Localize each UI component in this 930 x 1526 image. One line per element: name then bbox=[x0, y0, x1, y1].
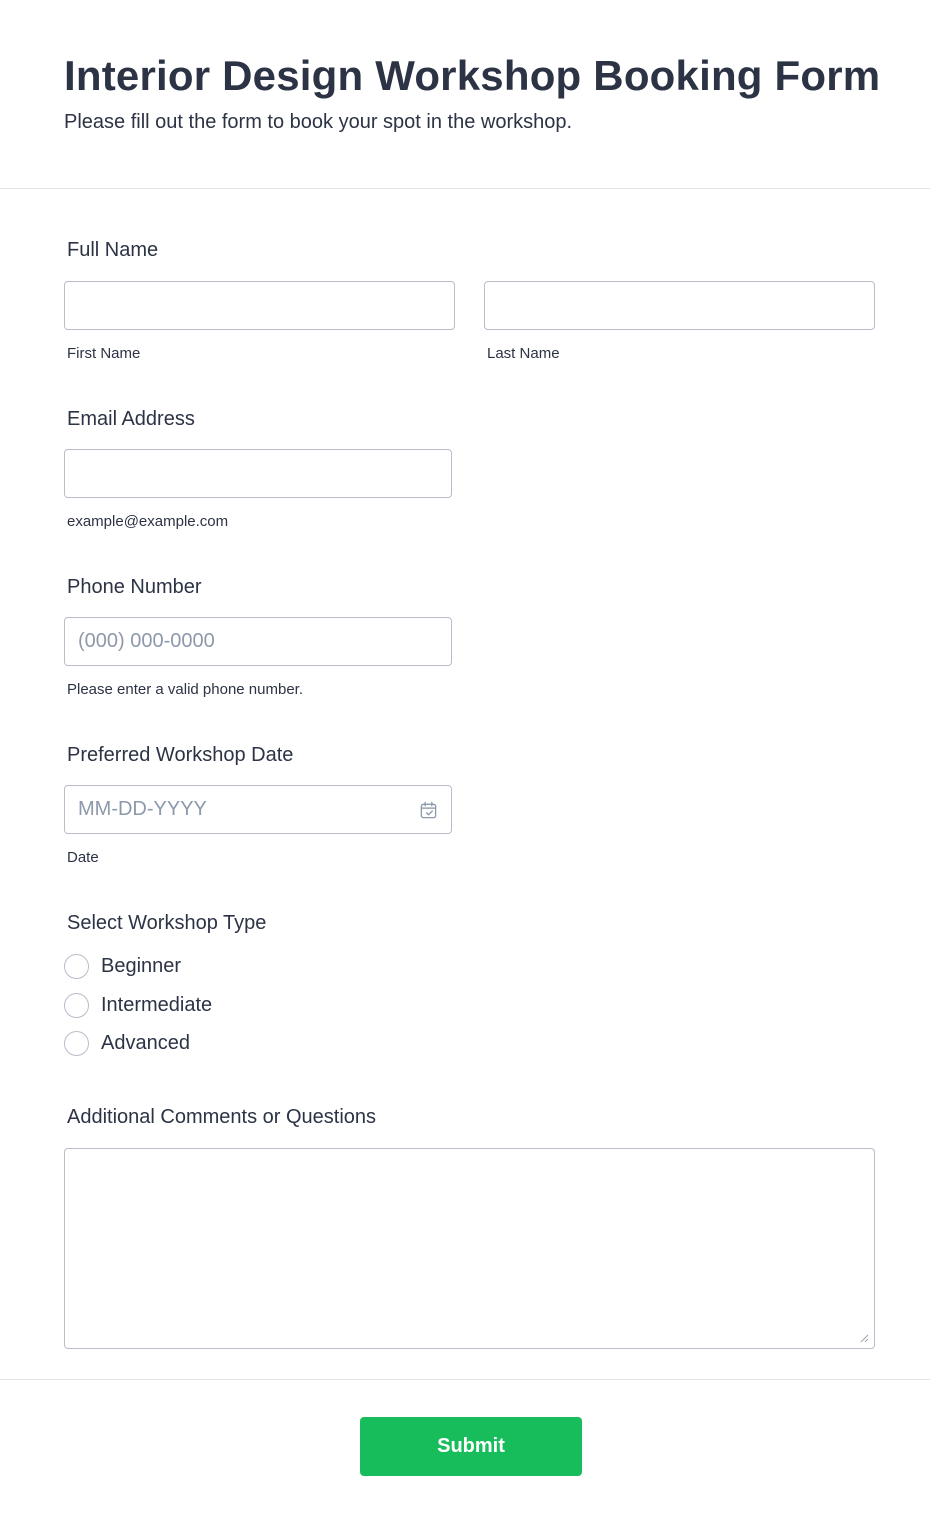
email-label: Email Address bbox=[67, 408, 195, 430]
comments-textarea[interactable] bbox=[64, 1148, 875, 1349]
last-name-input[interactable] bbox=[484, 281, 875, 330]
radio-button[interactable] bbox=[64, 954, 89, 979]
last-name-sublabel: Last Name bbox=[487, 345, 560, 362]
first-name-input[interactable] bbox=[64, 281, 455, 330]
radio-label: Advanced bbox=[101, 1031, 190, 1054]
radio-label: Intermediate bbox=[101, 993, 213, 1016]
radio-option-advanced[interactable] bbox=[64, 1030, 190, 1056]
form-header bbox=[0, 0, 930, 189]
calendar-icon[interactable] bbox=[419, 801, 438, 820]
radio-label: Beginner bbox=[101, 954, 182, 977]
radio-button[interactable] bbox=[64, 993, 89, 1018]
phone-sublabel: Please enter a valid phone number. bbox=[67, 681, 303, 698]
radio-option-beginner[interactable] bbox=[64, 953, 181, 979]
phone-label: Phone Number bbox=[67, 576, 202, 598]
page-subtitle: Please fill out the form to book your spot in the workshop. bbox=[64, 111, 573, 133]
radio-option-intermediate[interactable] bbox=[64, 992, 212, 1018]
submit-button[interactable]: Submit bbox=[360, 1417, 582, 1476]
radio-button[interactable] bbox=[64, 1031, 89, 1056]
resize-grip-icon[interactable] bbox=[859, 1333, 869, 1343]
email-input[interactable] bbox=[64, 449, 452, 498]
first-name-sublabel: First Name bbox=[67, 345, 141, 362]
date-label: Preferred Workshop Date bbox=[67, 744, 294, 766]
comments-label: Additional Comments or Questions bbox=[67, 1106, 377, 1128]
footer-divider bbox=[0, 1379, 930, 1380]
workshop-type-label: Select Workshop Type bbox=[67, 912, 267, 934]
page-title: Interior Design Workshop Booking Form bbox=[64, 52, 881, 99]
email-sublabel: example@example.com bbox=[67, 513, 229, 530]
phone-input[interactable] bbox=[64, 617, 452, 666]
date-sublabel: Date bbox=[67, 849, 99, 866]
date-input[interactable] bbox=[64, 785, 452, 834]
full-name-label: Full Name bbox=[67, 239, 159, 261]
